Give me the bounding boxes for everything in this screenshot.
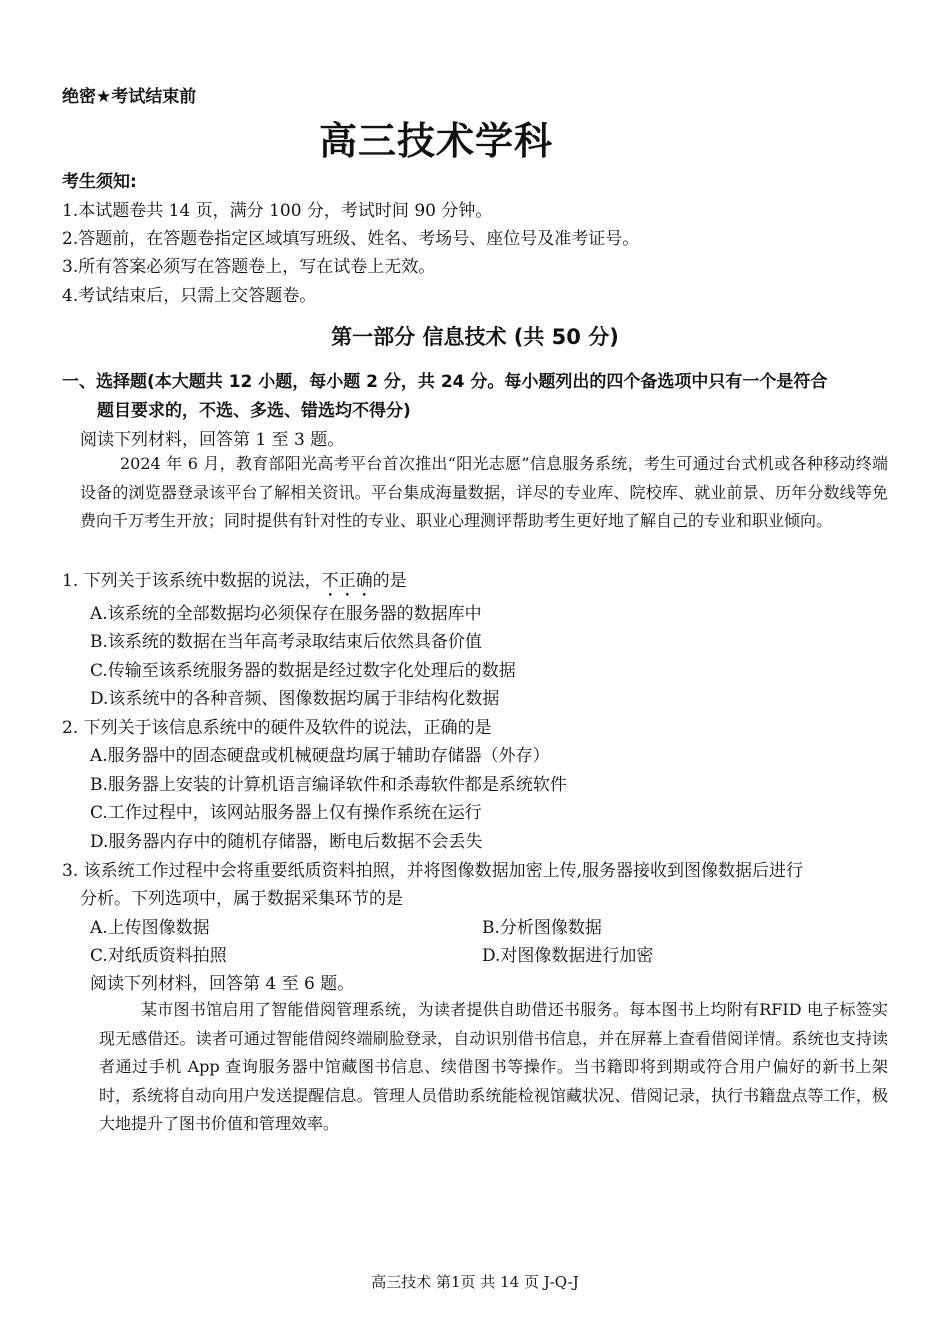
q1-option-d: D.该系统中的各种音频、图像数据均属于非结构化数据	[90, 689, 500, 709]
q2-option-d: D.服务器内存中的随机存储器，断电后数据不会丢失	[90, 832, 483, 852]
notice-item: 2.答题前，在答题卷指定区域填写班级、姓名、考场号、座位号及准考证号。	[62, 229, 640, 249]
emphasis-not-correct: 不正确	[321, 571, 373, 591]
reading-material-1: 2024 年 6 月，教育部阳光高考平台首次推出“阳光志愿”信息服务系统，考生可通过台式机或各种移动终端设备的浏览器登录该平台了解相关资讯。平台集成海量数据，详尽的专业库、院校库、就业前景、历年分数线等免费向千万考生开放；同时提供有针对性的专业、职业心理测评帮助考生更好地了解自己的专业和职业倾向。	[80, 454, 888, 530]
notice-item: 3.所有答案必须写在答题卷上，写在试卷上无效。	[62, 257, 436, 277]
q2-option-a: A.服务器中的固态硬盘或机械硬盘均属于辅助存储器（外存）	[90, 746, 550, 766]
section-heading: 一、选择题(本大题共 12 小题，每小题 2 分，共 24 分。每小题列出的四个备选项中只有一个是符合	[62, 372, 828, 392]
confidential-label: 绝密★考试结束前	[62, 87, 197, 107]
question-2-stem: 2. 下列关于该信息系统中的硬件及软件的说法，正确的是	[62, 718, 492, 738]
q2-option-c: C.工作过程中，该网站服务器上仅有操作系统在运行	[90, 803, 482, 823]
question-3-stem-cont: 分析。下列选项中，属于数据采集环节的是	[80, 889, 403, 909]
q1-option-c: C.传输至该系统服务器的数据是经过数字化处理后的数据	[90, 661, 516, 681]
q1-option-a: A.该系统的全部数据均必须保存在服务器的数据库中	[90, 604, 482, 624]
q1-option-b: B.该系统的数据在当年高考录取结束后依然具备价值	[90, 632, 482, 652]
question-3-stem: 3. 该系统工作过程中会将重要纸质资料拍照，并将图像数据加密上传,服务器接收到图像数据后进行	[62, 861, 804, 881]
reading-intro-1: 阅读下列材料，回答第 1 至 3 题。	[80, 430, 345, 450]
page-title: 高三技术学科	[318, 119, 553, 163]
section-heading-cont: 题目要求的，不选、多选、错选均不得分)	[97, 401, 411, 421]
notice-item: 1.本试题卷共 14 页，满分 100 分，考试时间 90 分钟。	[62, 201, 493, 221]
notice-title: 考生须知:	[62, 172, 137, 192]
q3-option-b: B.分析图像数据	[482, 918, 602, 938]
q2-option-b: B.服务器上安装的计算机语言编译软件和杀毒软件都是系统软件	[90, 775, 567, 795]
part-title: 第一部分 信息技术 (共 50 分)	[331, 325, 619, 349]
question-1-stem: 1. 下列关于该系统中数据的说法，不正确的是	[62, 571, 407, 591]
reading-intro-2: 阅读下列材料，回答第 4 至 6 题。	[90, 974, 355, 994]
q3-option-c: C.对纸质资料拍照	[90, 946, 227, 966]
page-footer: 高三技术 第1页 共 14 页 J-Q-J	[371, 1273, 579, 1291]
notice-item: 4.考试结束后，只需上交答题卷。	[62, 286, 317, 306]
q3-option-d: D.对图像数据进行加密	[482, 946, 654, 966]
reading-material-2: 某市图书馆启用了智能借阅管理系统，为读者提供自助借还书服务。每本图书上均附有RFID 电子标签实现无感借还。读者可通过智能借阅终端刷脸登录，自动识别借书信息，并在屏幕上查看借阅详情。系统也支持读者通过手机 App 查询服务器中馆藏图书信息、续借图书等操作。当书籍即将到期或符合用户偏好的新书上架时，系统将自动向用户发送提醒信息。管理人员借助系统能检视馆藏状况、借阅记录，执行书籍盘点等工作，极大地提升了图书价值和管理效率。	[99, 1000, 888, 1133]
q3-option-a: A.上传图像数据	[90, 918, 210, 938]
